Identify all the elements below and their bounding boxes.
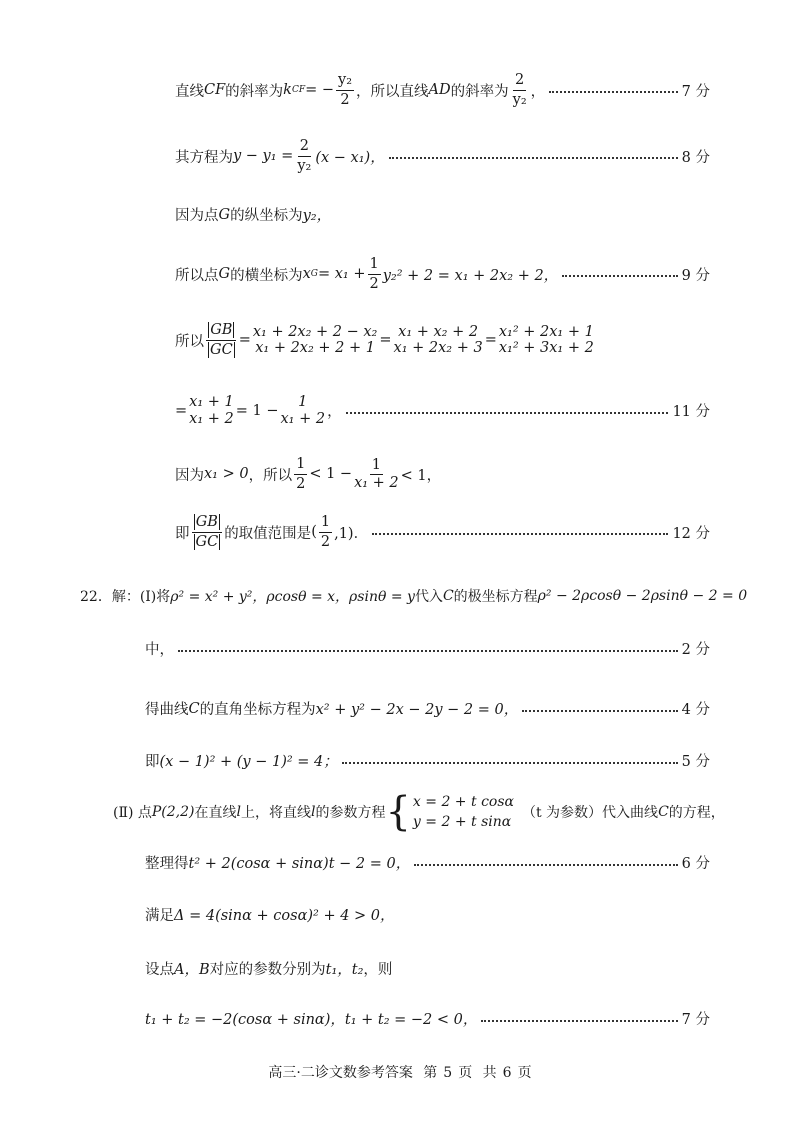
fraction: $\frac{1}{2}$ — [369, 256, 379, 292]
text: 设点 — [145, 962, 174, 978]
text: 得曲线 — [145, 702, 189, 718]
footer-page-number: 5 — [443, 1065, 453, 1081]
leader-dots — [389, 157, 678, 159]
text: 满足 — [145, 908, 174, 924]
text: 在直线 — [194, 805, 237, 822]
text: t₁，t₂ — [325, 962, 364, 978]
text: 的极坐标方程 — [453, 589, 538, 605]
text: 因为 — [175, 467, 204, 484]
fraction: x₁ + x₂ + 2 x₁ + 2x₂ + 3 — [393, 323, 483, 357]
text: 的取值范围是 — [224, 525, 312, 542]
text: (x − 1)² + (y − 1)² = 4； — [159, 754, 338, 770]
text: ( — [311, 524, 317, 541]
fraction: $\frac{2}{\text{y₂}}$ — [297, 138, 312, 174]
text: 直线 — [175, 83, 204, 100]
text: G — [310, 269, 318, 280]
text: 整理得 — [145, 856, 189, 872]
text: = x₁ + — [317, 266, 366, 283]
leader-dots — [346, 412, 669, 414]
text: Δ = 4(sinα + cosα)² + 4 > 0， — [174, 908, 395, 924]
fraction: x₁ + 2x₂ + 2 − x₂ x₁ + 2x₂ + 2 + 1 — [252, 323, 378, 357]
fraction: 1 x₁ + 2 — [280, 394, 326, 427]
leader-dots — [414, 864, 677, 866]
text: t₁ + t₂ = −2(cosα + sinα)，t₁ + t₂ = −2 < 0， — [145, 1012, 478, 1028]
text: 的参数方程 — [315, 805, 386, 822]
parametric-system — [413, 792, 514, 833]
fraction: GB GC — [192, 514, 223, 550]
answer-line-11 — [145, 698, 710, 719]
text: C — [442, 588, 454, 604]
text: （t 为参数）代入曲线 — [521, 805, 659, 822]
leader-dots — [481, 1020, 677, 1022]
text: < 1 − — [309, 466, 353, 483]
text: ， — [530, 83, 546, 100]
answer-line-2 — [175, 138, 710, 174]
text: ， — [327, 404, 342, 421]
footer-title: 高三·二诊文数参考答案 — [268, 1065, 413, 1081]
text: = 1 − — [235, 402, 279, 419]
text: P(2,2) — [151, 804, 195, 821]
text: 即 — [175, 525, 190, 542]
leader-dots — [549, 91, 678, 93]
text: l — [236, 804, 241, 821]
text: 的斜率为 — [450, 83, 509, 100]
score-label: 8 分 — [681, 149, 710, 166]
text: (x − x₁)， — [315, 149, 385, 166]
text: < 1， — [400, 467, 442, 484]
text: (Ⅱ) 点 — [113, 805, 152, 822]
score-label: 4 分 — [681, 702, 710, 718]
text: = — [238, 332, 251, 349]
text: y₂， — [302, 208, 332, 224]
fraction: 1 2 — [296, 456, 306, 492]
text: = — [484, 332, 497, 349]
text: 所以点 — [175, 267, 219, 284]
text: = — [379, 332, 392, 349]
text: G — [218, 206, 231, 223]
fraction: $\frac{\text{y₂}}{2}$ — [338, 72, 353, 108]
answer-line-3 — [175, 204, 331, 225]
text: C — [658, 804, 669, 821]
text: 的方程， — [668, 805, 725, 822]
text: l — [310, 804, 316, 821]
answer-line-1 — [175, 72, 710, 108]
answer-line-7 — [175, 456, 441, 492]
text: C — [188, 700, 200, 717]
answer-line-17 — [145, 1008, 710, 1029]
question-22-line — [80, 586, 748, 606]
text: AD — [428, 82, 451, 99]
text: A，B — [174, 962, 210, 978]
answer-line-4 — [175, 256, 710, 292]
score-label: 6 分 — [681, 856, 710, 872]
fraction: x₁ + 1 x₁ + 2 — [189, 394, 234, 427]
text: ,1)． — [334, 525, 369, 542]
score-label: 12 分 — [672, 525, 710, 542]
fraction: $\frac{1}{\text{x₁ + 2}}$ — [354, 456, 399, 492]
text: x² + y² − 2x − 2y − 2 = 0， — [315, 702, 519, 718]
text: 即 — [145, 754, 160, 770]
score-label: 9 分 — [681, 267, 710, 284]
text: 对应的参数分别为 — [209, 962, 326, 978]
leader-dots — [562, 275, 677, 277]
leader-dots — [522, 710, 677, 712]
text: ρ² − 2ρcosθ − 2ρsinθ − 2 = 0 — [537, 588, 748, 604]
score-label: 2 分 — [681, 642, 710, 658]
text: 的横坐标为 — [230, 267, 303, 284]
score-label: 11 分 — [672, 404, 710, 421]
text: 的纵坐标为 — [230, 208, 303, 224]
page-footer — [0, 1062, 800, 1082]
fraction: $\frac{GB}{GC}$ — [206, 322, 237, 358]
text: ，所以 — [248, 467, 293, 484]
footer-total-prefix: 共 — [482, 1065, 497, 1081]
leader-dots — [372, 533, 668, 535]
text: k — [283, 82, 292, 99]
text: y − y₁ = — [233, 148, 294, 165]
fraction: 2 y₂ — [512, 72, 527, 108]
answer-line-16 — [145, 958, 392, 979]
text: = — [175, 402, 188, 419]
text: ρ² = x² + y²，ρcosθ = x，ρsinθ = y — [170, 589, 415, 605]
text: t² + 2(cosα + sinα)t − 2 = 0， — [188, 856, 411, 872]
text: CF — [204, 82, 226, 99]
text: 的斜率为 — [225, 83, 284, 100]
brace-symbol: { — [385, 789, 411, 836]
leader-dots — [342, 762, 678, 764]
answer-line-15 — [145, 904, 395, 925]
text: 上，将直线 — [240, 805, 311, 822]
footer-total-unit: 页 — [517, 1065, 532, 1081]
text: 其方程为 — [175, 149, 233, 166]
footer-total-pages: 6 — [502, 1065, 512, 1081]
text: y₂² + 2 = x₁ + 2x₂ + 2， — [382, 267, 559, 284]
answer-line-10 — [145, 638, 710, 659]
fraction: x₁² + 2x₁ + 1 x₁² + 3x₁ + 2 — [498, 323, 594, 357]
answer-line-5 — [175, 322, 596, 358]
text: = − — [305, 82, 335, 99]
answer-line-12 — [145, 750, 710, 771]
text: G — [218, 266, 231, 283]
text: 代入 — [414, 589, 443, 605]
text: ，所以直线 — [356, 83, 429, 100]
text: 因为点 — [175, 208, 219, 224]
answer-line-14 — [145, 852, 710, 873]
text: 的直角坐标方程为 — [199, 702, 316, 718]
score-label: 5 分 — [681, 754, 710, 770]
answer-line-8 — [175, 514, 710, 550]
text: ，则 — [363, 962, 393, 978]
score-label: 7 分 — [681, 1012, 710, 1028]
score-label: 7 分 — [681, 83, 710, 100]
footer-page-unit: 页 — [458, 1065, 473, 1081]
text: x₁ > 0 — [204, 466, 249, 483]
text: 所以 — [175, 333, 204, 350]
text: y = 2 + t sinα — [412, 814, 512, 831]
question-number: 22．解：(Ⅰ)将 — [80, 589, 171, 605]
text: CF — [291, 85, 306, 96]
text: x — [302, 266, 311, 283]
footer-page-prefix: 第 — [423, 1065, 438, 1081]
answer-line-6 — [175, 394, 710, 427]
text: x = 2 + t cosα — [412, 794, 514, 810]
text: 中， — [145, 642, 174, 658]
answer-line-13 — [113, 789, 725, 836]
leader-dots — [178, 650, 678, 652]
fraction: 1 2 — [320, 514, 331, 550]
